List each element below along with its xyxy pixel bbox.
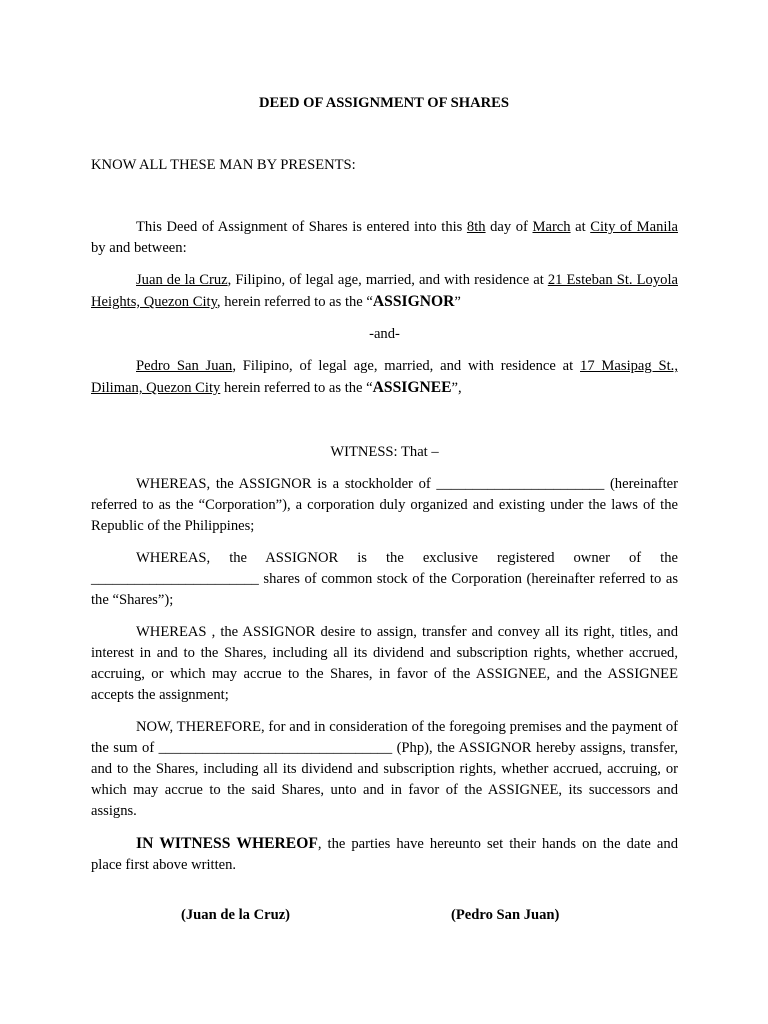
assignor-name: Juan de la Cruz [136, 272, 228, 288]
assignee-address: 17 Masipag St., Diliman, Quezon City [91, 358, 678, 396]
assignor-address: 21 Esteban St. Loyola Heights, Quezon City [91, 272, 678, 310]
in-witness-text: , the parties have hereunto set their hands on the date and place first above written. [91, 836, 678, 873]
in-witness-label: IN WITNESS WHEREOF [136, 835, 318, 852]
assignee-paragraph [91, 356, 678, 399]
in-witness-paragraph [91, 833, 678, 876]
assignor-paragraph [91, 270, 678, 313]
assignee-text: , Filipino, of legal age, married, and with residence at [232, 358, 581, 374]
and-separator: -and- [369, 326, 400, 342]
assignee-label: ASSIGNEE [372, 379, 452, 396]
deed-day: 8th [466, 219, 486, 235]
intro-paragraph [91, 217, 678, 259]
document-body [91, 217, 678, 876]
deed-place: City of Manila [590, 219, 678, 235]
whereas-paragraph-3: WHEREAS , the ASSIGNOR desire to assign, transfer and convey all its right, titles, and interest in and to the Shares, including all its dividend and subscription rights, whether accrued, accruing, or which may accrue to the Shares, in favor of the ASSIGNEE, and the ASSIGNEE accepts the assignment; [91, 624, 678, 703]
intro-text: by and between: [91, 240, 187, 256]
whereas-paragraph-2: WHEREAS, the ASSIGNOR is the exclusive registered owner of the _______________________ shares of common stock of the Corporation (hereinafter referred to as the “Shares”); [91, 550, 678, 608]
intro-text: This Deed of Assignment of Shares is entered into this [136, 219, 467, 235]
intro-text: at [570, 219, 591, 235]
assignor-text: , Filipino, of legal age, married, and with residence at [227, 272, 548, 288]
assignee-text: herein referred to as the “ [220, 380, 373, 396]
deed-month: March [532, 219, 571, 235]
assignor-text: , herein referred to as the “ [216, 294, 373, 310]
assignee-signature: (Pedro San Juan) [451, 907, 560, 923]
opening-line: KNOW ALL THESE MAN BY PRESENTS: [91, 157, 356, 173]
document-title: DEED OF ASSIGNMENT OF SHARES [258, 95, 510, 111]
assignor-label: ASSIGNOR [372, 293, 455, 310]
assignor-text: ” [454, 294, 461, 310]
assignor-signature: (Juan de la Cruz) [181, 907, 291, 923]
assignee-name: Pedro San Juan [136, 358, 233, 374]
intro-text: day of [485, 219, 533, 235]
witness-heading: WITNESS: That – [330, 444, 439, 460]
assignee-text: ”, [451, 380, 462, 396]
whereas-paragraph-1: WHEREAS, the ASSIGNOR is a stockholder of _______________________ (hereinafter referred to as the “Corporation”), a corporation duly organized and existing under the laws of the Republic of the Philippines; [91, 476, 678, 534]
now-therefore-paragraph: NOW, THEREFORE, for and in consideration of the foregoing premises and the payment of the sum of ________________________________ (Php), the ASSIGNOR hereby assigns, transfer, and to the Shares, including all its dividend and subscription rights, whether accrued, accruing, or which may accrue to the said Shares, unto and in favor of the ASSIGNEE, its successors and assigns. [91, 719, 678, 819]
